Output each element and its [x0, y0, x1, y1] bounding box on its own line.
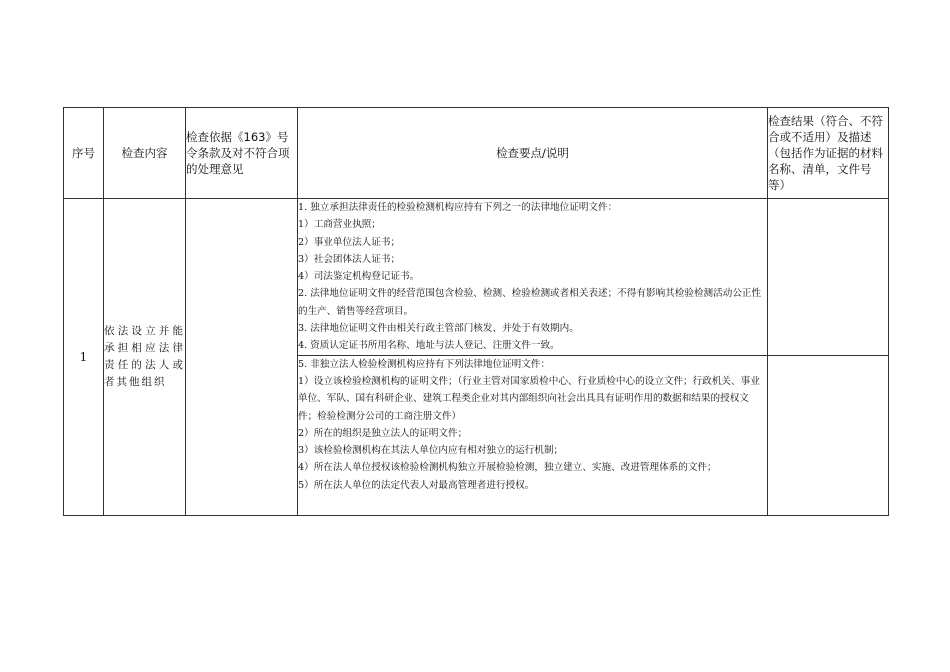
row-basis	[186, 199, 298, 516]
row-number: 1	[64, 199, 104, 516]
header-result: 检查结果（符合、不符合或不适用）及描述（包括作为证据的材料名称、清单，文件号等）	[768, 108, 889, 199]
header-row	[64, 108, 889, 199]
list-item: 1）设立该检验检测机构的证明文件；（行业主管对国家质检中心、行业质检中心的设立文件；行政机关、事业单位、军队、国有科研企业、建筑工程类企业对其内部组织向社会出具具有证明作用的数据和结果的授权文件；检验检测分公司的工商注册文件）	[298, 375, 760, 422]
list-item: 2）所在的组织是独立法人的证明文件；	[298, 427, 468, 439]
list-item: 4）司法鉴定机构登记证书。	[298, 271, 420, 283]
list-item: 1. 独立承担法律责任的检验检测机构应持有下列之一的法律地位证明文件：	[298, 202, 618, 213]
list-item: 5. 非独立法人检验检测机构应持有下列法律地位证明文件：	[298, 358, 551, 370]
table-row	[64, 199, 889, 356]
list-item: 4. 资质认定证书所用名称、地址与法人登记、注册文件一致。	[298, 340, 560, 352]
inspection-table	[63, 107, 889, 516]
list-item: 3）社会团体法人证书；	[298, 253, 401, 265]
result-cell-a	[768, 199, 889, 356]
header-basis: 检查依据《163》号令条款及对不符合项的处理意见	[186, 108, 298, 199]
header-no: 序号	[64, 108, 104, 199]
list-item: 2）事业单位法人证书；	[298, 236, 401, 248]
row-content: 依法设立并能承担相应法律责任的法人或者其他组织	[104, 199, 186, 516]
header-points: 检查要点/说明	[298, 108, 768, 199]
list-item: 3）该检验检测机构在其法人单位内应有相对独立的运行机制；	[298, 445, 564, 457]
list-item: 4）所在法人单位授权该检验检测机构独立开展检验检测，独立建立、实施、改进管理体系的文件；	[298, 462, 717, 474]
list-item: 3. 法律地位证明文件由相关行政主管部门核发、并处于有效期内。	[298, 323, 579, 335]
result-cell-b	[768, 355, 889, 515]
list-item: 2. 法律地位证明文件的经营范围包含检验、检测、检验检测或者相关表述；不得有影响其检验检测活动公正性的生产、销售等经营项目。	[298, 288, 762, 317]
list-item: 5）所在法人单位的法定代表人对最高管理者进行授权。	[298, 479, 535, 491]
header-content: 检查内容	[104, 108, 186, 199]
points-group-a	[298, 199, 768, 356]
list-item: 1）工商营业执照；	[298, 219, 381, 231]
points-group-b	[298, 355, 768, 515]
